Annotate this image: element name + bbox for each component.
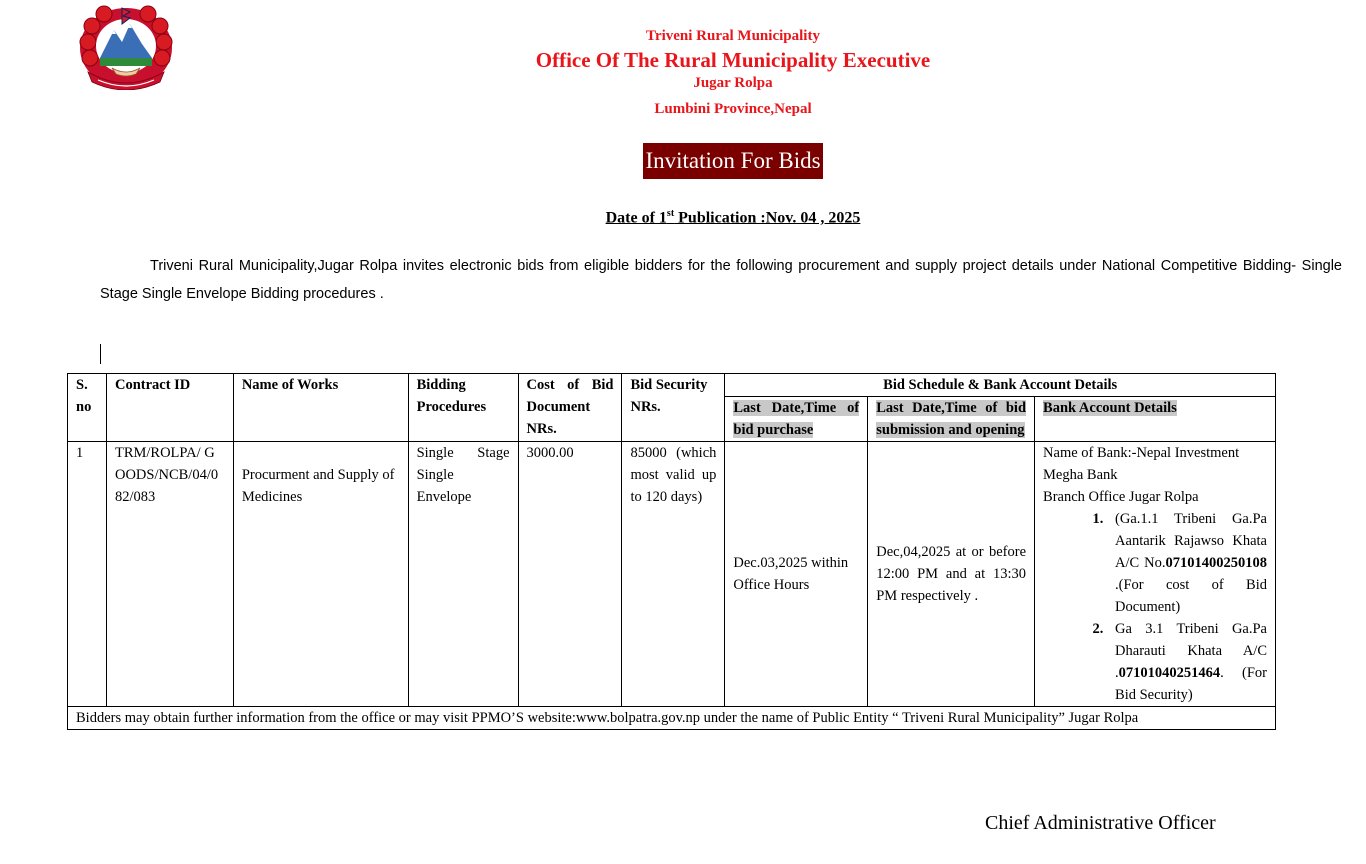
- header-last-submission: Last Date,Time of bid submission and opening: [868, 397, 1035, 442]
- cell-bank-details: [1035, 442, 1276, 707]
- cell-contract-id: TRM/ROLPA/ GOODS/NCB/04/082/083: [106, 442, 233, 707]
- table-row: [68, 442, 1276, 707]
- header-bid-security: Bid Security NRs.: [622, 374, 725, 442]
- office-name: Office Of The Rural Municipality Executive: [535, 48, 931, 72]
- page-title: Invitation For Bids: [643, 143, 822, 179]
- cell-cost: 3000.00: [518, 442, 622, 707]
- header-cost: Cost of Bid Document NRs.: [518, 374, 622, 442]
- bank-name: Name of Bank:-Nepal Investment Megha Bank: [1043, 445, 1240, 483]
- text-cursor: [100, 344, 101, 364]
- account-item: 2. Ga 3.1 Tribeni Ga.Pa Dharauti Khata A/C .07101040251464. (For Bid Security): [1107, 618, 1267, 706]
- header-sno: S. no: [68, 374, 107, 442]
- province-line: Lumbini Province,Nepal: [654, 101, 812, 117]
- intro-paragraph: Triveni Rural Municipality,Jugar Rolpa invites electronic bids from eligible bidders for the following procurement and supply project details under National Competitive Bidding- Single Stage Single Envelope Bidding procedures .: [100, 258, 1342, 302]
- header-contract-id: Contract ID: [106, 374, 233, 442]
- bids-table: [67, 373, 1276, 730]
- cell-sno: 1: [68, 442, 107, 707]
- signature-title: Chief Administrative Officer: [985, 812, 1216, 834]
- table-header-row: [68, 374, 1276, 397]
- location-line: Jugar Rolpa: [693, 75, 773, 91]
- bank-branch: Branch Office Jugar Rolpa: [1043, 489, 1199, 505]
- header-last-purchase: Last Date,Time of bid purchase: [725, 397, 868, 442]
- publication-date: Date of 1st Publication :Nov. 04 , 2025: [605, 208, 861, 227]
- cell-last-submission: Dec,04,2025 at or before 12:00 PM and at 13:30 PM respectively .: [868, 442, 1035, 707]
- cell-bid-security: 85000 (which most valid up to 120 days): [622, 442, 725, 707]
- header-schedule-group: Bid Schedule & Bank Account Details: [725, 374, 1276, 397]
- header-bidding-procedures: Bidding Procedures: [408, 374, 518, 442]
- municipality-name: Triveni Rural Municipality: [646, 28, 820, 44]
- cell-name-of-works: Procurment and Supply of Medicines: [233, 442, 408, 707]
- footer-note: Bidders may obtain further information from the office or may visit PPMO’S website:www.bolpatra.gov.np under the name of Public Entity “ Triveni Rural Municipality” Jugar Rolpa: [68, 707, 1276, 730]
- account-list: [1043, 508, 1267, 706]
- cell-bidding-procedures: Single Stage Single Envelope: [408, 442, 518, 707]
- account-item: 1. (Ga.1.1 Tribeni Ga.Pa Aantarik Rajawso Khata A/C No.07101400250108 .(For cost of Bid Document): [1107, 508, 1267, 618]
- table-footer-row: [68, 707, 1276, 730]
- header-name-of-works: Name of Works: [233, 374, 408, 442]
- cell-last-purchase: Dec.03,2025 within Office Hours: [725, 442, 868, 707]
- header-bank-details: Bank Account Details: [1035, 397, 1276, 442]
